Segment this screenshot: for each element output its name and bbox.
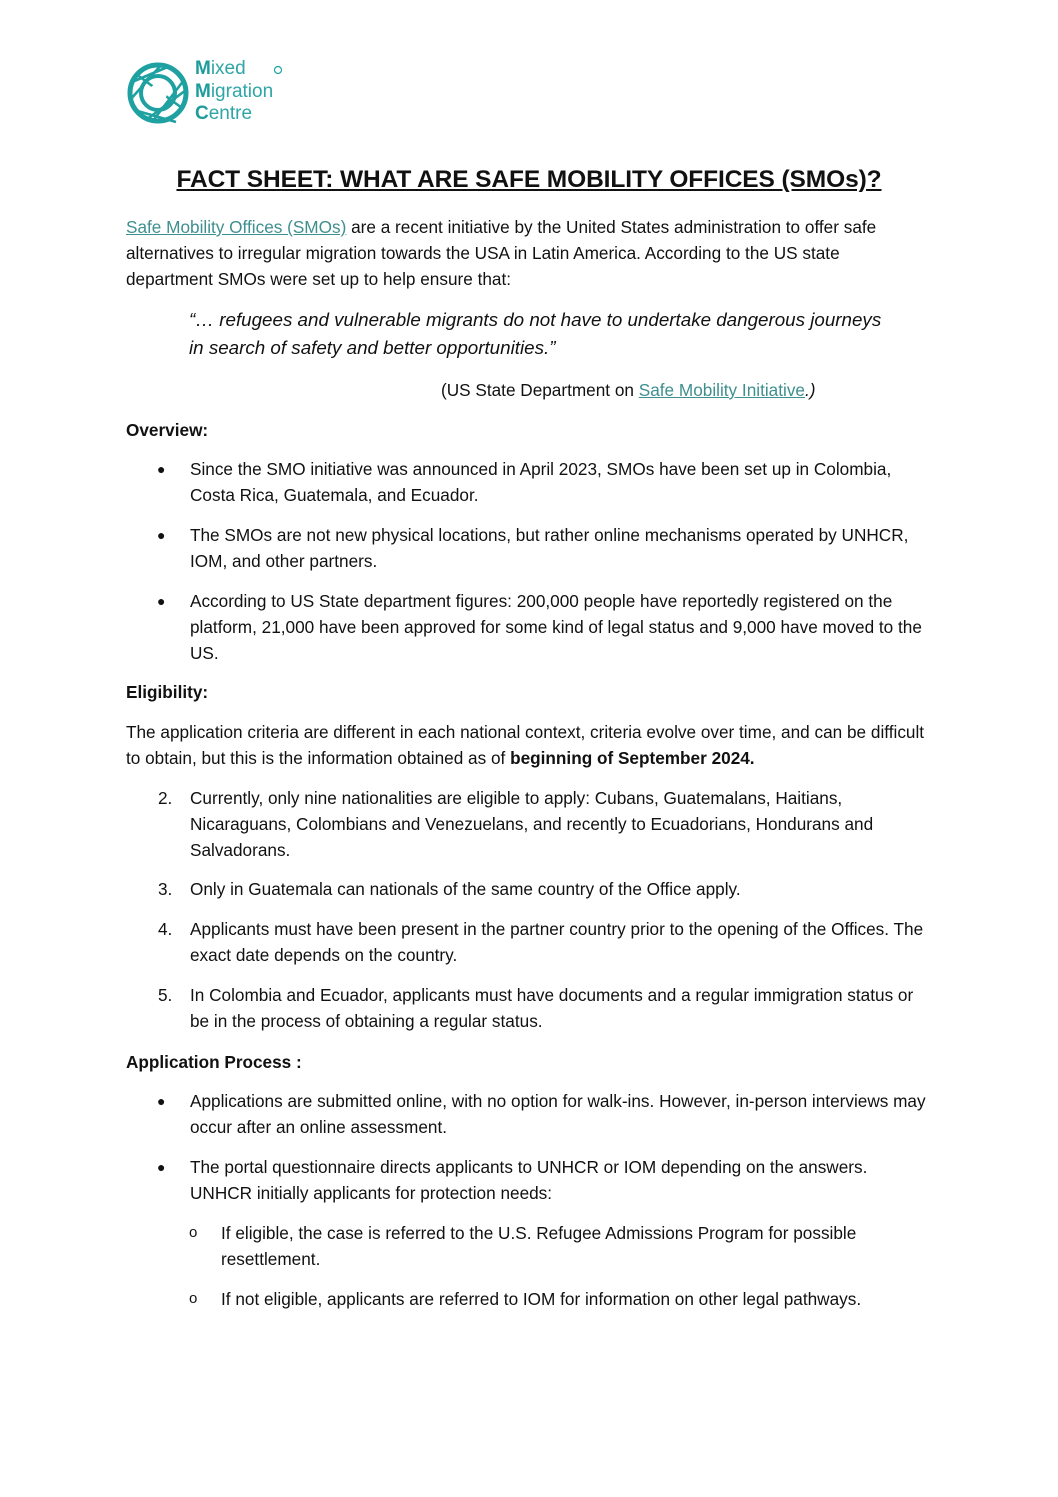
overview-item-3: According to US State department figures: 200,000 people have reportedly registered on the platform, 21,000 have been approved for some kind of legal status and 9,000 have moved to the US. xyxy=(190,591,922,663)
eligibility-intro xyxy=(126,719,926,771)
logo-word-2: igration xyxy=(210,80,274,102)
eligibility-item-4: Applicants must have been present in the partner country prior to the opening of the Offices. The exact date depends on the country. xyxy=(190,919,924,965)
globe-logo-icon xyxy=(126,60,190,126)
eligibility-item-2: Currently, only nine nationalities are eligible to apply: Cubans, Guatemalans, Haitians, Nicaraguans, Colombians and Venezuelans, and recently to Ecuadorians, Hondurans and Salvadorans. xyxy=(190,788,874,860)
process-subitem-1: If eligible, the case is referred to the U.S. Refugee Admissions Program for possible resettlement. xyxy=(221,1223,857,1269)
logo-cap-1: M xyxy=(195,58,211,79)
sub-bullet-icon: o xyxy=(189,1290,198,1307)
logo-word-1: ixed xyxy=(210,58,246,79)
list-number: 3. xyxy=(158,879,173,899)
intro-paragraph xyxy=(126,214,926,292)
sub-bullet-icon: o xyxy=(189,1224,198,1241)
bullet-icon: ● xyxy=(157,1159,166,1175)
overview-heading: Overview: xyxy=(126,420,209,440)
process-heading: Application Process : xyxy=(126,1052,302,1072)
eligibility-item-5: In Colombia and Ecuador, applicants must have documents and a regular immigration status or be in the process of obtaining a regular status. xyxy=(190,985,914,1031)
eligibility-heading: Eligibility: xyxy=(126,682,209,702)
bullet-icon: ● xyxy=(157,527,166,543)
smo-link[interactable]: Safe Mobility Offices (SMOs) xyxy=(126,217,347,237)
logo-cap-2: M xyxy=(195,80,211,102)
bullet-icon: ● xyxy=(157,1093,166,1109)
list-number: 4. xyxy=(158,919,173,939)
quote-source-suffix: .) xyxy=(804,380,816,400)
logo-cap-3: C xyxy=(195,103,209,124)
quote-source-prefix: (US State Department on xyxy=(441,380,639,400)
list-number: 2. xyxy=(158,788,173,808)
mmc-logo xyxy=(126,56,366,132)
safe-mobility-initiative-link[interactable]: Safe Mobility Initiative xyxy=(638,380,805,400)
process-subitem-2: If not eligible, applicants are referred to IOM for information on other legal pathways. xyxy=(221,1289,862,1309)
eligibility-intro-date: beginning of September 2024. xyxy=(510,748,755,768)
logo-text xyxy=(195,58,273,126)
logo-word-3: entre xyxy=(208,103,253,124)
overview-item-1: Since the SMO initiative was announced in April 2023, SMOs have been set up in Colombia, Costa Rica, Guatemala, and Ecuador. xyxy=(190,459,892,505)
list-number: 5. xyxy=(158,985,173,1005)
process-item-2: The portal questionnaire directs applicants to UNHCR or IOM depending on the answers. UNHCR initially applicants for protection needs: xyxy=(190,1157,868,1203)
bullet-icon: ● xyxy=(157,593,166,609)
quote-text: “… refugees and vulnerable migrants do not have to undertake dangerous journeys in search of safety and better opportunities.” xyxy=(189,309,882,358)
logo-small-mark-icon xyxy=(273,65,283,75)
eligibility-intro-text: The application criteria are different in each national context, criteria evolve over time, and can be difficult to obtain, but this is the information obtained as of xyxy=(126,722,925,768)
quote-source xyxy=(441,377,815,403)
eligibility-item-3: Only in Guatemala can nationals of the same country of the Office apply. xyxy=(190,879,741,899)
page-title: FACT SHEET: WHAT ARE SAFE MOBILITY OFFICES (SMOs)? xyxy=(176,166,882,193)
process-item-1: Applications are submitted online, with no option for walk-ins. However, in-person interviews may occur after an online assessment. xyxy=(190,1091,926,1137)
intro-text: are a recent initiative by the United States administration to offer safe alternatives to irregular migration towards the USA in Latin America. According to the US state department SMOs were set up to help ensure that: xyxy=(126,217,877,289)
bullet-icon: ● xyxy=(157,461,166,477)
overview-item-2: The SMOs are not new physical locations, but rather online mechanisms operated by UNHCR, IOM, and other partners. xyxy=(190,525,909,571)
